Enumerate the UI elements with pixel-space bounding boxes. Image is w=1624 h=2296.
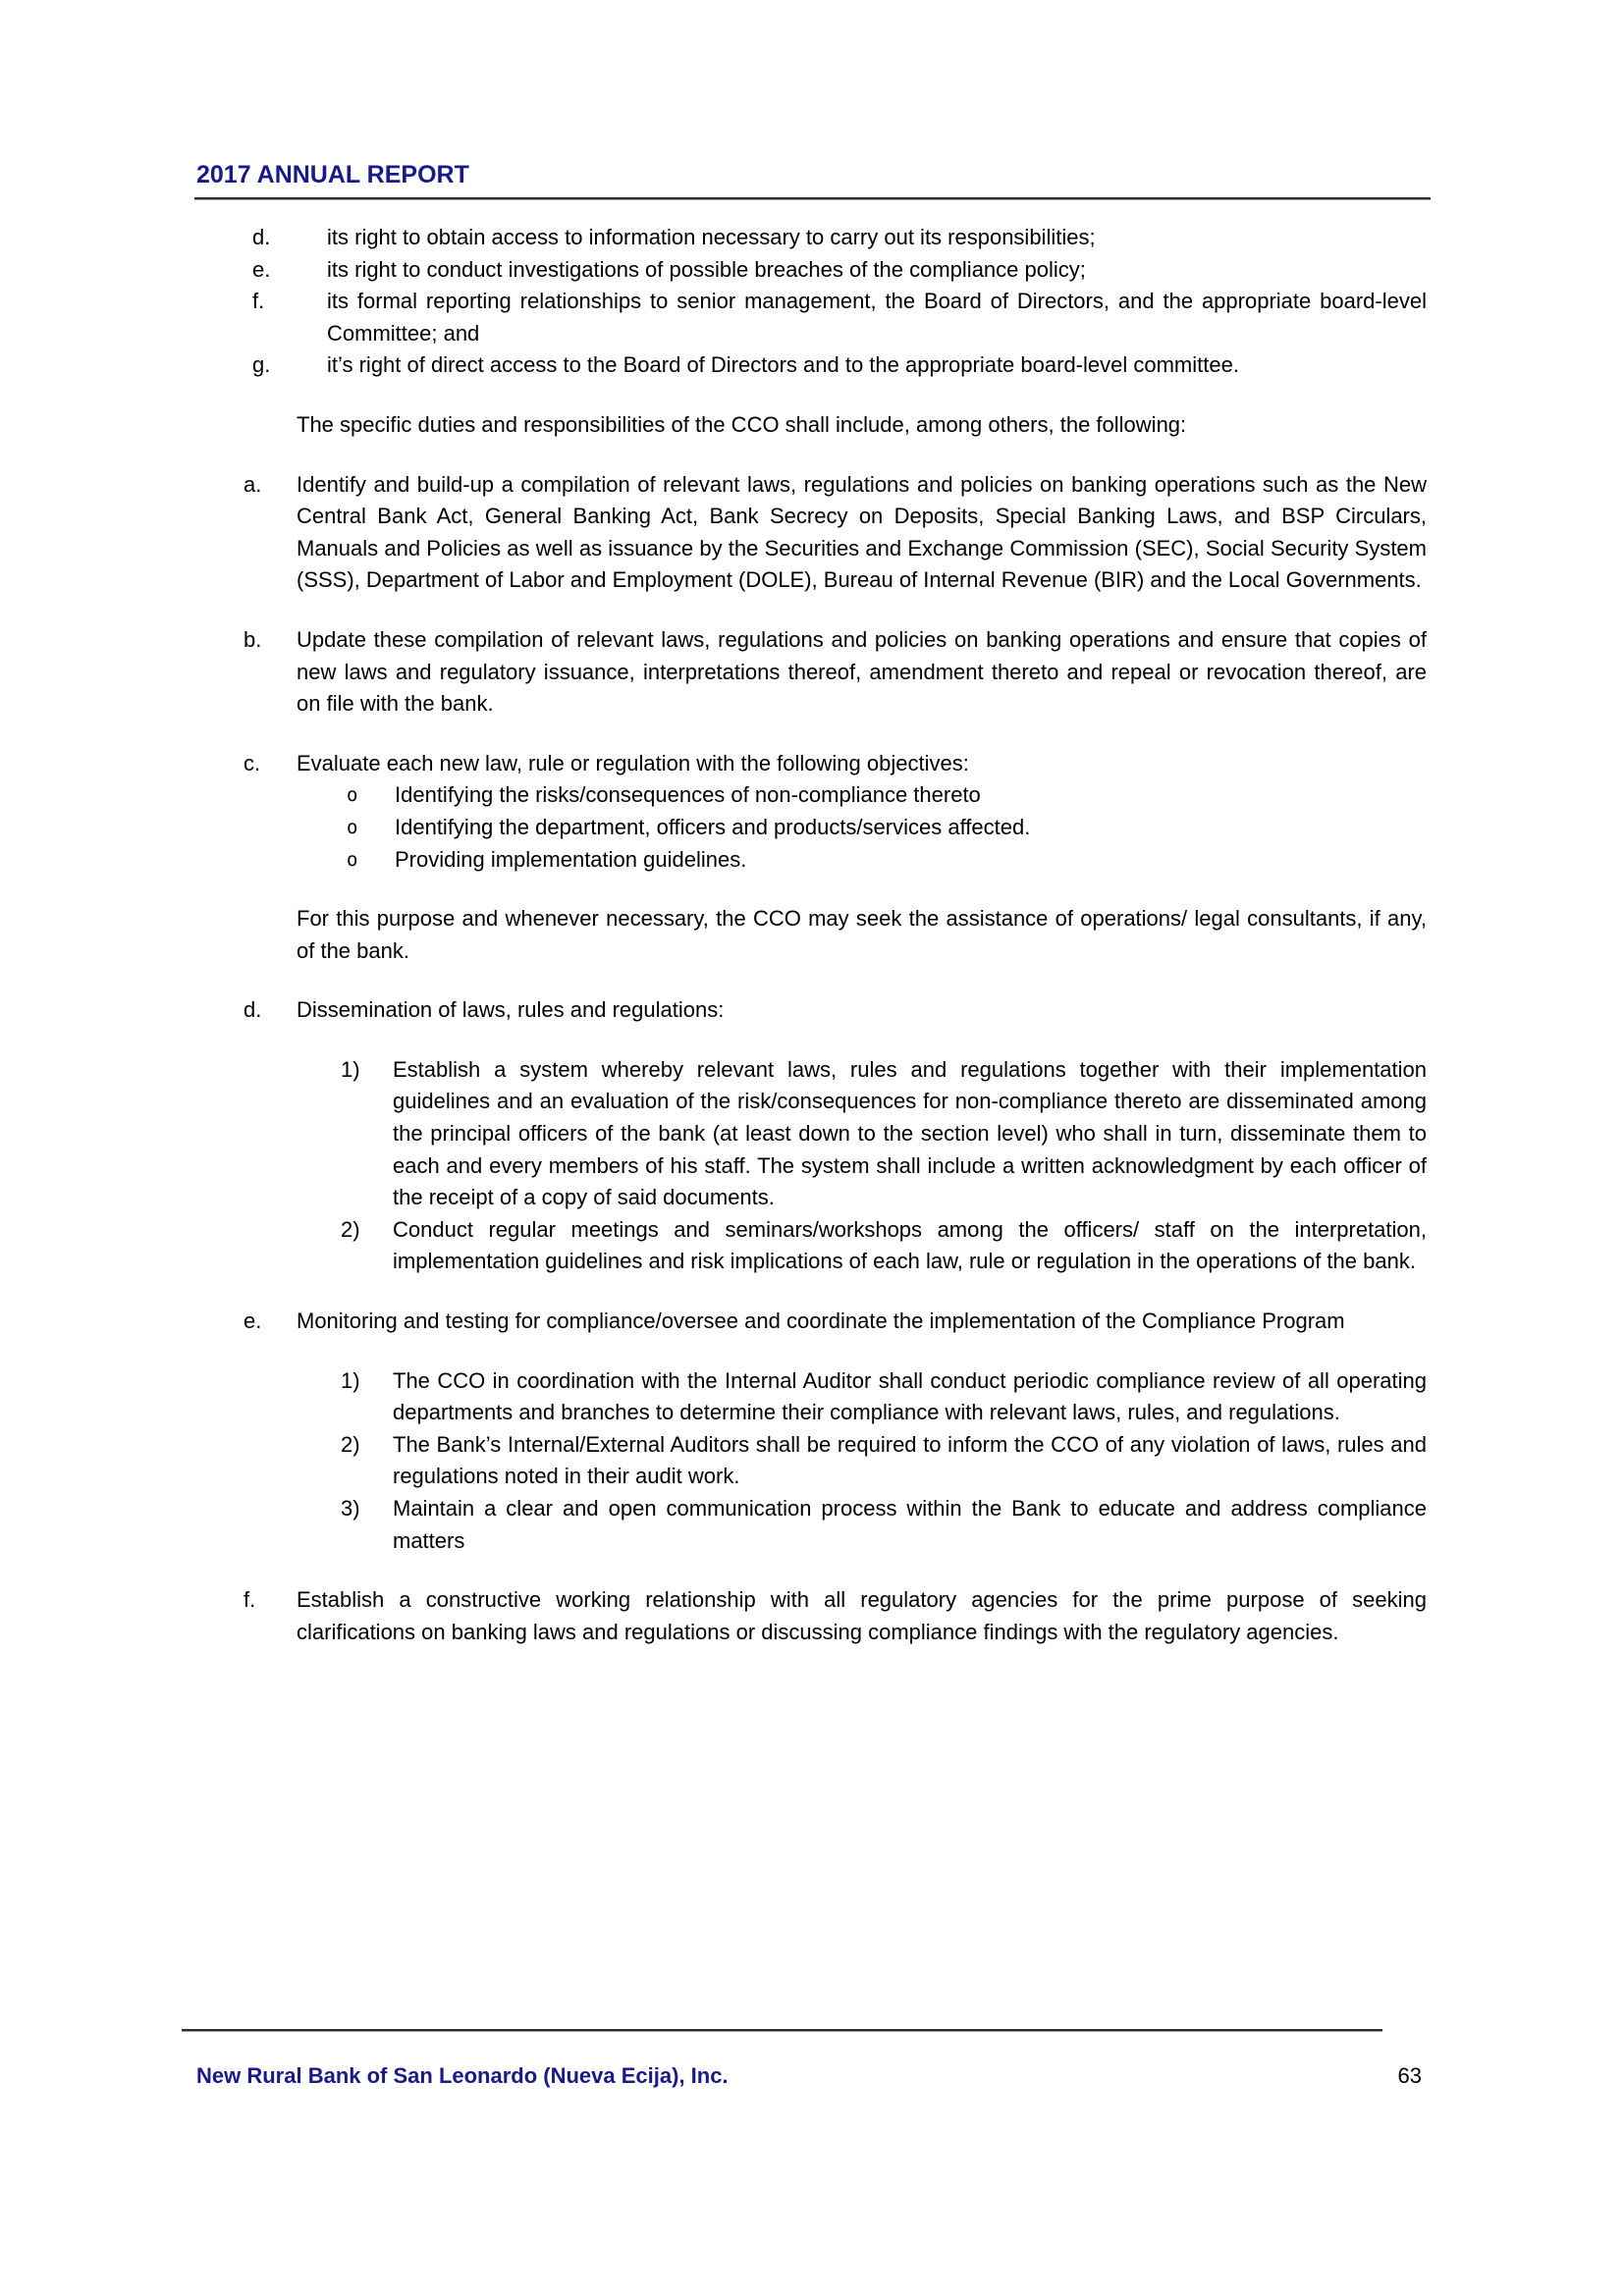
list-item bbox=[252, 254, 1427, 287]
numbered-item bbox=[341, 1429, 1427, 1493]
list-marker: b. bbox=[244, 626, 262, 652]
number-marker: 2) bbox=[341, 1431, 360, 1457]
numbered-item bbox=[341, 1214, 1427, 1278]
numbered-item-text: The CCO in coordination with the Internal Auditor shall conduct periodic compliance review of all operating departments and branches to determine their compliance with relevant laws, rules, and regulations. bbox=[393, 1367, 1427, 1425]
list-item-text bbox=[297, 1306, 1427, 1557]
numbered-item bbox=[341, 1365, 1427, 1429]
list-marker: f. bbox=[252, 289, 265, 314]
list-marker: d. bbox=[244, 997, 262, 1023]
circle-bullet: o bbox=[347, 848, 358, 871]
lead-paragraph: The specific duties and responsibilities of the CCO shall include, among others, the following: bbox=[297, 411, 1187, 437]
list-item bbox=[252, 286, 1427, 349]
page-title: 2017 ANNUAL REPORT bbox=[196, 161, 469, 188]
page-number: 63 bbox=[1397, 2063, 1422, 2088]
footer-rule bbox=[182, 2029, 1382, 2032]
list-item bbox=[244, 1584, 1427, 1648]
list-item-text: Identify and build-up a compilation of relevant laws, regulations and policies on banking operations such as the New Central Bank Act, General Banking Act, Bank Secrecy on Deposits, Special Banking Laws, and BSP Circulars, Manuals and Policies as well as issuance by the Securities and Exchange Commission (SEC), Social Security System (SSS), Department of Labor and Employment (DOLE), Bureau of Internal Revenue (BIR) and the Local Governments. bbox=[297, 471, 1427, 593]
list-marker: f. bbox=[244, 1587, 256, 1613]
bullet-item-text: Providing implementation guidelines. bbox=[395, 846, 747, 872]
list-marker: c. bbox=[244, 750, 261, 775]
list-item bbox=[252, 349, 1427, 382]
circle-bullet: o bbox=[347, 816, 358, 838]
footer-bank-name: New Rural Bank of San Leonardo (Nueva Ecija), Inc. bbox=[196, 2063, 729, 2088]
list-item-text: Evaluate each new law, rule or regulation with the following objectives: bbox=[297, 750, 969, 775]
number-marker: 2) bbox=[341, 1216, 360, 1242]
numbered-sublist bbox=[341, 1365, 1427, 1558]
number-marker: 3) bbox=[341, 1496, 360, 1521]
list-item-text bbox=[297, 748, 1427, 876]
numbered-item-text: Establish a system whereby relevant laws, rules and regulations together with their implementation guidelines and an evaluation of the risk/consequences for non-compliance thereto are disseminated among the principal officers of the bank (at least down to the section level) who shall in turn, disseminate them to each and every members of his staff. The system shall include a written acknowledgment by each officer of the receipt of a copy of said documents. bbox=[393, 1056, 1427, 1210]
note-paragraph: For this purpose and whenever necessary, the CCO may seek the assistance of operations/ legal consultants, if any, of the bank. bbox=[297, 906, 1427, 963]
list-item-text: it’s right of direct access to the Board of Directors and to the appropriate board-level committee. bbox=[327, 352, 1239, 378]
number-marker: 1) bbox=[341, 1056, 360, 1082]
document-body bbox=[196, 222, 1427, 1648]
list-item-text: its formal reporting relationships to senior management, the Board of Directors, and the appropriate board-level Committee; and bbox=[327, 289, 1427, 346]
list-item-text bbox=[297, 994, 1427, 1278]
list-marker: e. bbox=[244, 1308, 262, 1334]
numbered-item-text: Maintain a clear and open communication process within the Bank to educate and address compliance matters bbox=[393, 1496, 1427, 1553]
list-item-text: Dissemination of laws, rules and regulations: bbox=[297, 997, 725, 1023]
list-item-text: its right to obtain access to information necessary to carry out its responsibilities; bbox=[327, 225, 1096, 249]
list-marker: e. bbox=[252, 256, 271, 282]
list-marker: g. bbox=[252, 352, 271, 378]
list-item bbox=[244, 624, 1427, 721]
list-item-text: Monitoring and testing for compliance/oversee and coordinate the implementation of the Compliance Program bbox=[297, 1308, 1345, 1334]
bullet-item bbox=[347, 812, 1427, 844]
rights-list bbox=[252, 222, 1427, 382]
bullet-item bbox=[347, 779, 1427, 812]
numbered-item bbox=[341, 1054, 1427, 1214]
list-item bbox=[244, 748, 1427, 876]
list-marker: a. bbox=[244, 471, 262, 497]
page-footer bbox=[196, 2061, 1427, 2091]
circle-bullet: o bbox=[347, 784, 358, 807]
bullet-item-text: Identifying the department, officers and products/services affected. bbox=[395, 814, 1031, 839]
bullet-sublist bbox=[347, 779, 1427, 876]
bullet-item-text: Identifying the risks/consequences of non-compliance thereto bbox=[395, 782, 981, 808]
numbered-sublist bbox=[341, 1054, 1427, 1278]
numbered-item-text: Conduct regular meetings and seminars/workshops among the officers/ staff on the interpretation, implementation guidelines and risk implications of each law, rule or regulation in the operations of the bank. bbox=[393, 1216, 1427, 1274]
list-item-text: Update these compilation of relevant laws, regulations and policies on banking operations and ensure that copies of new laws and regulatory issuance, interpretations thereof, amendment thereto and repeal or revocation thereof, are on file with the bank. bbox=[297, 626, 1427, 717]
number-marker: 1) bbox=[341, 1367, 360, 1393]
list-item-text: its right to conduct investigations of possible breaches of the compliance policy; bbox=[327, 256, 1086, 282]
list-item bbox=[244, 1306, 1427, 1557]
list-item bbox=[252, 222, 1427, 254]
bullet-item bbox=[347, 844, 1427, 877]
list-item-text: Establish a constructive working relationship with all regulatory agencies for the prime purpose of seeking clarifications on banking laws and regulations or discussing compliance findings with the regulatory agencies. bbox=[297, 1587, 1427, 1644]
list-item bbox=[244, 994, 1427, 1278]
header-rule bbox=[194, 197, 1431, 200]
list-item bbox=[244, 469, 1427, 597]
numbered-item bbox=[341, 1493, 1427, 1557]
numbered-item-text: The Bank’s Internal/External Auditors shall be required to inform the CCO of any violation of laws, rules and regulations noted in their audit work. bbox=[393, 1431, 1427, 1489]
list-marker: d. bbox=[252, 225, 271, 249]
